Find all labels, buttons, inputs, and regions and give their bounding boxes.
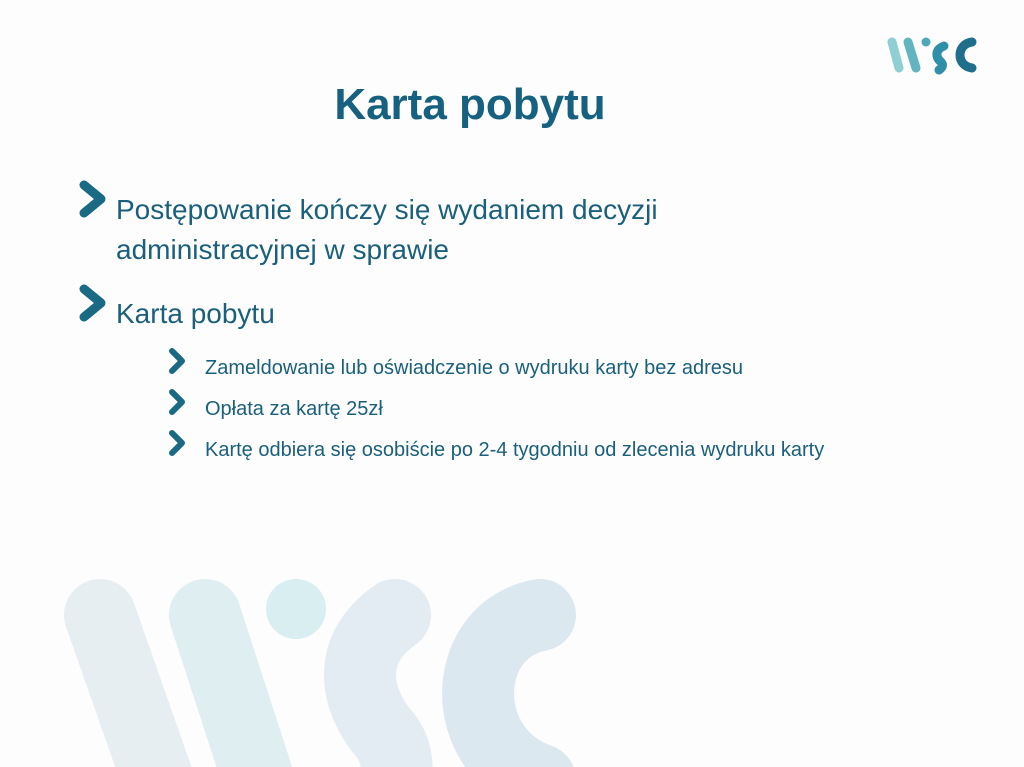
- bullet-text: Postępowanie kończy się wydaniem decyzji administracyjnej w sprawie: [116, 194, 658, 265]
- slide-title: Karta pobytu: [334, 80, 606, 129]
- chevron-right-icon: [167, 347, 187, 375]
- chevron-right-icon: [167, 429, 187, 457]
- chevron-right-icon: [167, 388, 187, 416]
- sub-bullet-text: Kartę odbiera się osobiście po 2-4 tygodniu od zlecenia wydruku karty: [205, 439, 825, 461]
- chevron-right-icon: [78, 284, 108, 322]
- wsc-logo: [884, 32, 982, 78]
- sub-bullet-text: Zameldowanie lub oświadczenie o wydruku karty bez adresu: [205, 357, 744, 379]
- bullet-text: Karta pobytu: [116, 298, 275, 329]
- chevron-right-icon: [78, 180, 108, 218]
- sub-bullet-text: Opłata za kartę 25zł: [205, 398, 383, 420]
